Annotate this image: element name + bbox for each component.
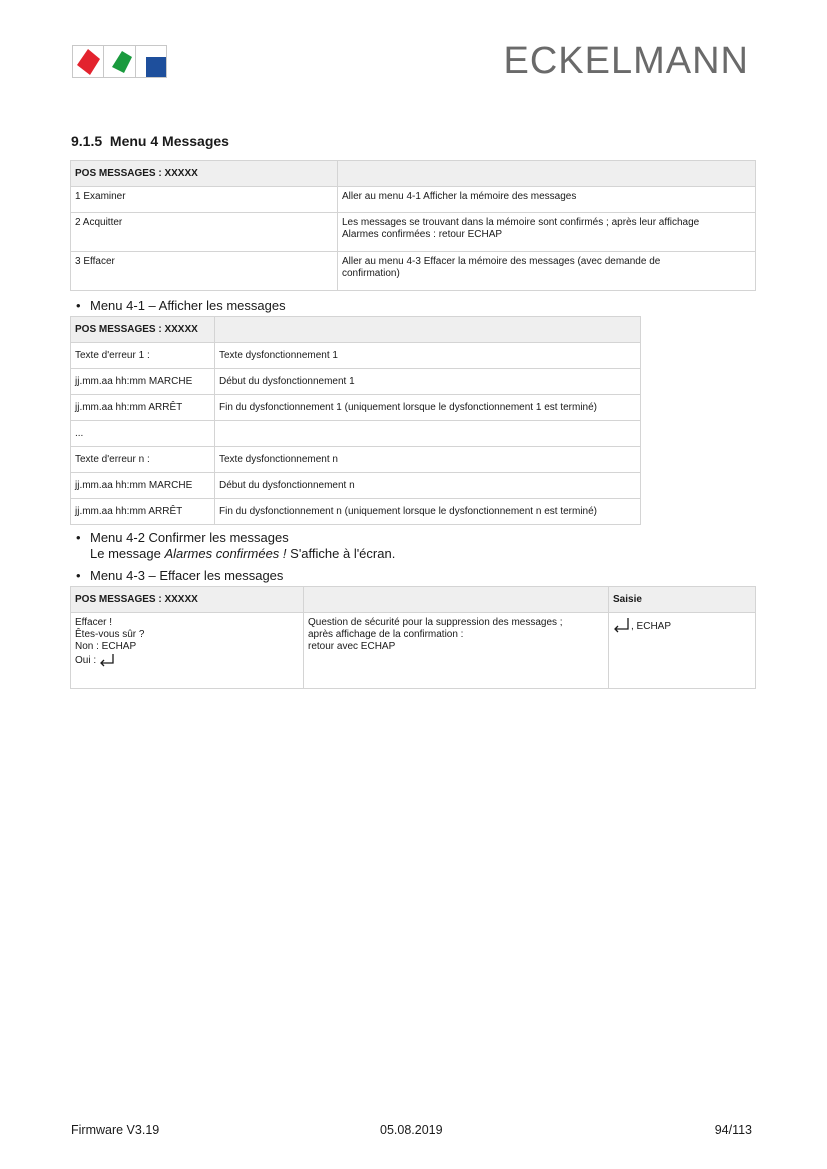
table-cell: 3 Effacer (71, 252, 338, 291)
table-cell (338, 252, 756, 291)
table-cell: Fin du dysfonctionnement 1 (uniquement lorsque le dysfonctionnement 1 est terminé) (215, 395, 641, 421)
table-cell: Texte d'erreur n : (71, 447, 215, 473)
table-cell (609, 613, 756, 689)
table-header-cell (215, 317, 641, 343)
table-cell (71, 613, 304, 689)
subtext-emphasis: Alarmes confirmées ! (164, 546, 287, 561)
bullet-text: Menu 4-1 – Afficher les messages (90, 298, 286, 313)
table-row (71, 473, 641, 499)
table-cell: 2 Acquitter (71, 213, 338, 252)
table-cell: 1 Examiner (71, 187, 338, 213)
menu43-table (70, 586, 756, 689)
brand-name: ECKELMANN (503, 40, 749, 82)
table-row (71, 421, 641, 447)
cell-line: Aller au menu 4-3 Effacer la mémoire des messages (avec demande de (342, 256, 661, 267)
menu4-table (70, 160, 756, 291)
table-header-cell (304, 587, 609, 613)
table-cell (304, 613, 609, 689)
cell-line: Alarmes confirmées : retour ECHAP (342, 229, 503, 240)
cell-line: retour avec ECHAP (308, 641, 396, 652)
table-cell: Texte dysfonctionnement 1 (215, 343, 641, 369)
table-row (71, 369, 641, 395)
enter-key-icon (99, 653, 115, 667)
cell-line: Oui : (75, 655, 97, 666)
subtext-prefix: Le message (90, 546, 165, 561)
table-row (71, 613, 756, 689)
bullet-dot: • (76, 568, 81, 583)
cell-line: Les messages se trouvant dans la mémoire sont confirmés ; après leur affichage (342, 217, 700, 228)
table-cell: jj.mm.aa hh:mm MARCHE (71, 369, 215, 395)
table-cell: Texte d'erreur 1 : (71, 343, 215, 369)
table-header-cell: Saisie (609, 587, 756, 613)
table-header-cell (338, 161, 756, 187)
table-header-cell: POS MESSAGES : XXXXX (71, 317, 215, 343)
table-cell: Texte dysfonctionnement n (215, 447, 641, 473)
footer-date: 05.08.2019 (380, 1123, 443, 1137)
table-cell: Fin du dysfonctionnement n (uniquement lorsque le dysfonctionnement n est terminé) (215, 499, 641, 525)
table-row (71, 252, 756, 291)
cell-line: Question de sécurité pour la suppression des messages ; (308, 617, 563, 628)
table-cell: jj.mm.aa hh:mm ARRÊT (71, 499, 215, 525)
bullet-item (76, 298, 286, 314)
table-header-row (71, 317, 641, 343)
table-cell: ... (71, 421, 215, 447)
menu41-table (70, 316, 641, 525)
table-cell: Début du dysfonctionnement n (215, 473, 641, 499)
enter-key-icon (613, 617, 631, 633)
cell-line: confirmation) (342, 268, 400, 279)
cell-line: Non : ECHAP (75, 641, 137, 652)
bullet-dot: • (76, 298, 81, 313)
table-header-cell: POS MESSAGES : XXXXX (71, 587, 304, 613)
bullet-text: Menu 4-2 Confirmer les messages (90, 530, 289, 545)
table-cell (215, 421, 641, 447)
table-cell: Aller au menu 4-1 Afficher la mémoire des messages (338, 187, 756, 213)
table-header-row (71, 161, 756, 187)
table-row (71, 213, 756, 252)
bullet-subtext (76, 546, 395, 562)
table-row (71, 187, 756, 213)
table-row (71, 395, 641, 421)
section-number: 9.1.5 (71, 133, 103, 149)
subtext-suffix: S'affiche à l'écran. (286, 546, 396, 561)
cell-line: Effacer ! (75, 617, 113, 628)
footer-page-number: 94/113 (714, 1123, 752, 1137)
table-cell: Début du dysfonctionnement 1 (215, 369, 641, 395)
table-row (71, 343, 641, 369)
table-row (71, 499, 641, 525)
bullet-item (76, 568, 283, 584)
bullet-text: Menu 4-3 – Effacer les messages (90, 568, 284, 583)
table-cell: jj.mm.aa hh:mm MARCHE (71, 473, 215, 499)
footer-firmware: Firmware V3.19 (71, 1123, 160, 1137)
cell-line: Êtes-vous sûr ? (75, 629, 145, 640)
section-title (71, 133, 229, 149)
table-header-cell: POS MESSAGES : XXXXX (71, 161, 338, 187)
cell-line: après affichage de la confirmation : (308, 629, 464, 640)
table-cell: jj.mm.aa hh:mm ARRÊT (71, 395, 215, 421)
table-cell (338, 213, 756, 252)
eckelmann-logo (72, 45, 167, 78)
bullet-item (76, 530, 395, 562)
saisie-value: , ECHAP (631, 621, 672, 632)
section-title-text: Menu 4 Messages (109, 133, 229, 149)
table-header-row (71, 587, 756, 613)
bullet-dot: • (76, 530, 81, 545)
table-row (71, 447, 641, 473)
